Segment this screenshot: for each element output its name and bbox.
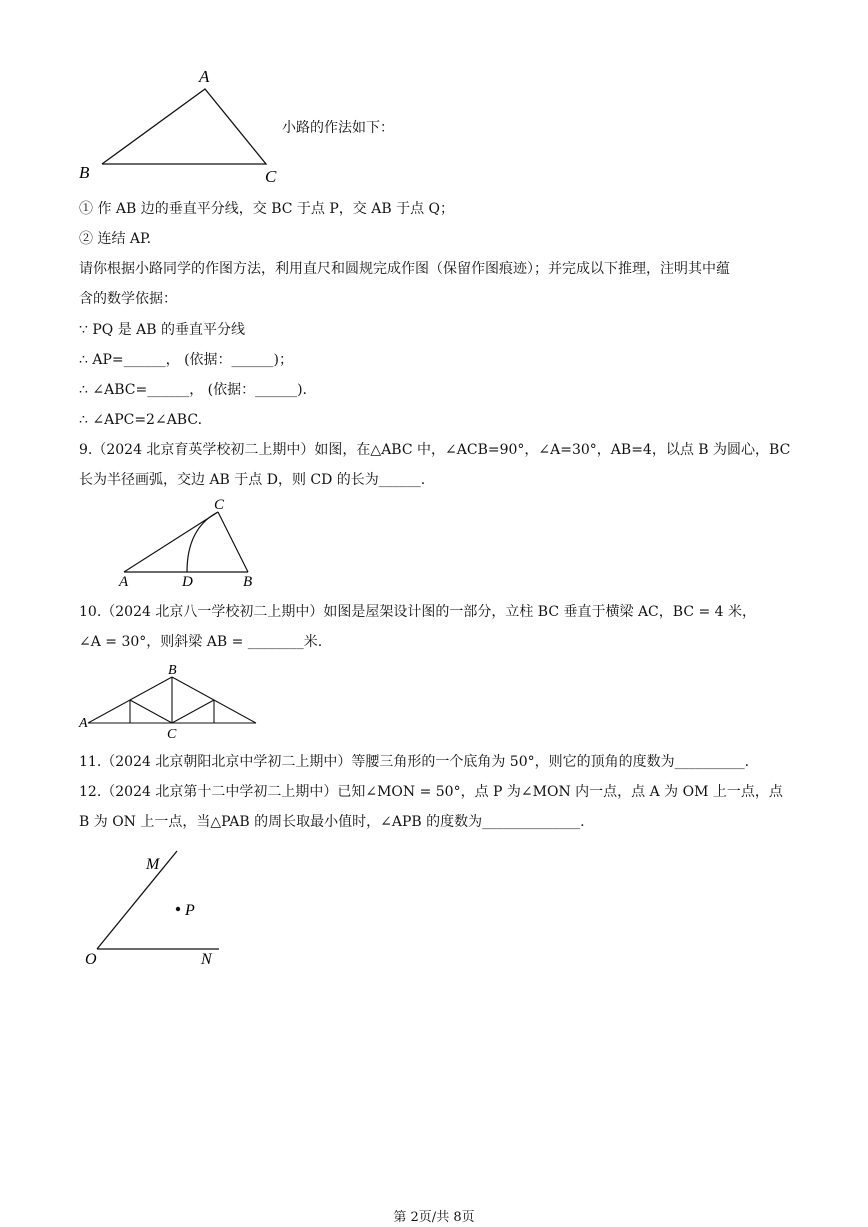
question-12-line-1: 12.（2024 北京第十二中学初二上期中）已知∠MON = 50°，点 P 为∠MON 内一点，点 A 为 OM 上一点，点 [79, 784, 783, 800]
question-12-figure [80, 845, 230, 970]
label-n: N [201, 951, 212, 968]
label-o: O [85, 951, 97, 968]
page-footer: 第 2页/共 8页 [393, 1210, 475, 1225]
label-a: A [119, 574, 129, 590]
step-2: ② 连结 AP. [79, 231, 152, 247]
construction-intro: 小路的作法如下： [282, 120, 394, 136]
label-b: B [79, 163, 90, 182]
label-c: C [265, 167, 277, 186]
question-10-line-1: 10.（2024 北京八一学校初二上期中）如图是屋架设计图的一部分，立柱 BC 垂直于横梁 AC，BC = 4 米， [79, 604, 757, 620]
question-10-line-2: ∠A = 30°，则斜梁 AB = ________米. [79, 634, 323, 650]
question-9-line-2: 长为半径画弧，交边 AB 于点 D，则 CD 的长为______. [79, 472, 426, 488]
proof-line-1: ∵ PQ 是 AB 的垂直平分线 [79, 322, 246, 338]
label-a: A [79, 716, 88, 731]
label-d: D [182, 574, 193, 590]
label-a: A [199, 67, 210, 86]
point-p [176, 907, 180, 911]
instruction-line-2: 含的数学依据： [79, 291, 177, 307]
proof-line-2: ∴ AP=______， (依据：______)； [79, 352, 293, 368]
question-11: 11.（2024 北京朝阳北京中学初二上期中）等腰三角形的一个底角为 50°，则它的顶角的度数为__________. [79, 754, 750, 770]
label-c: C [167, 727, 177, 742]
instruction-line-1: 请你根据小路同学的作图方法，利用直尺和圆规完成作图（保留作图痕迹）；并完成以下推理，注明其中蕴 [79, 261, 730, 277]
step-1: ① 作 AB 边的垂直平分线，交 BC 于点 P，交 AB 于点 Q； [79, 201, 455, 217]
label-b: B [168, 663, 177, 678]
question-10-figure [76, 660, 262, 742]
label-b: B [243, 574, 253, 590]
proof-line-4: ∴ ∠APC=2∠ABC. [79, 412, 203, 428]
proof-line-3: ∴ ∠ABC=______， (依据：______). [79, 382, 308, 398]
question-9-line-1: 9.（2024 北京育英学校初二上期中）如图，在△ABC 中，∠ACB=90°，∠A=30°，AB=4，以点 B 为圆心，BC [79, 442, 791, 458]
label-c: C [214, 498, 225, 513]
triangle-abc-figure [70, 62, 280, 187]
question-12-line-2: B 为 ON 上一点，当△PAB 的周长取最小值时，∠APB 的度数为______________. [79, 814, 585, 830]
question-9-figure [110, 498, 270, 590]
label-m: M [146, 856, 160, 873]
label-p: P [185, 902, 195, 919]
